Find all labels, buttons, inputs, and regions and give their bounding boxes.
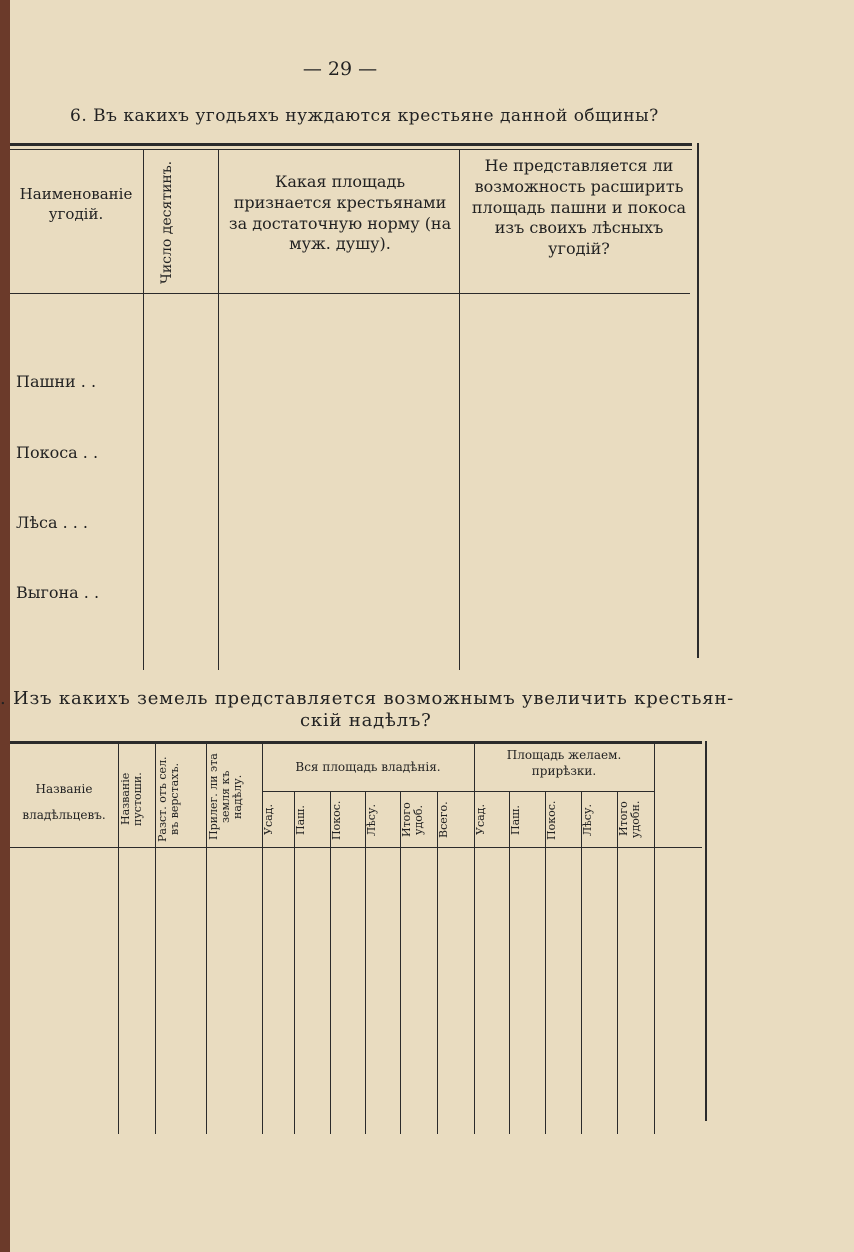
header-all-area: Вся площадь владѣнія. [295,760,441,774]
subheader-all-arable: Паш. [294,805,307,835]
header-distance: Разст. отъ сел. въ верстахъ. [156,756,182,842]
question-6-title: 6. Въ какихъ угодьяхъ нуждаются крестьяне данной общины? [70,106,659,126]
subheader-all-total-usable: Итого удоб. [400,802,426,838]
question-7-title-line1: . Изъ какихъ земель представляется возможнымъ увеличить крестьян- [0,688,735,709]
subheader-desired-total-usable: Итого удобн. [617,800,643,838]
header-dessiatines: Число десятинъ. [159,160,175,285]
header-wasteland: Названіе пустоши. [119,772,145,826]
header-norm: Какая площадь признается крестьянами за достаточную норму (на муж. душу). [228,172,452,254]
row-forest: Лѣса . . . [16,513,89,532]
subheader-all-forest: Лѣсу. [365,804,378,836]
question-7-title-line2: скій надѣлъ? [300,710,432,731]
header-owners: Названіе владѣльцевъ. [22,782,106,823]
page-binding-edge [0,0,10,1252]
row-pasture: Выгона . . [16,583,100,602]
subheader-all-total: Всего. [437,801,450,839]
row-arable: Пашни . . [16,372,97,391]
header-adjacent: Прилег. ли эта земля къ надѣлу. [207,753,245,841]
subheader-desired-hayfield: Покос. [545,800,558,840]
subheader-desired-forest: Лѣсу. [581,804,594,836]
subheader-all-hayfield: Покос. [330,800,343,840]
subheader-desired-estate: Усад. [474,804,487,836]
row-hayfield: Покоса . . [16,443,99,462]
header-desired-area: Площадь желаем. прирѣзки. [506,748,622,778]
page-number: — 29 — [302,58,378,80]
subheader-desired-arable: Паш. [509,805,522,835]
header-land-name: Наименованіе угодій. [19,185,133,223]
header-forest: Не представляется ли возможность расширить площадь пашни и покоса изъ своихъ лѣсныхъ угодій? [471,156,687,259]
subheader-all-estate: Усад. [262,804,275,836]
